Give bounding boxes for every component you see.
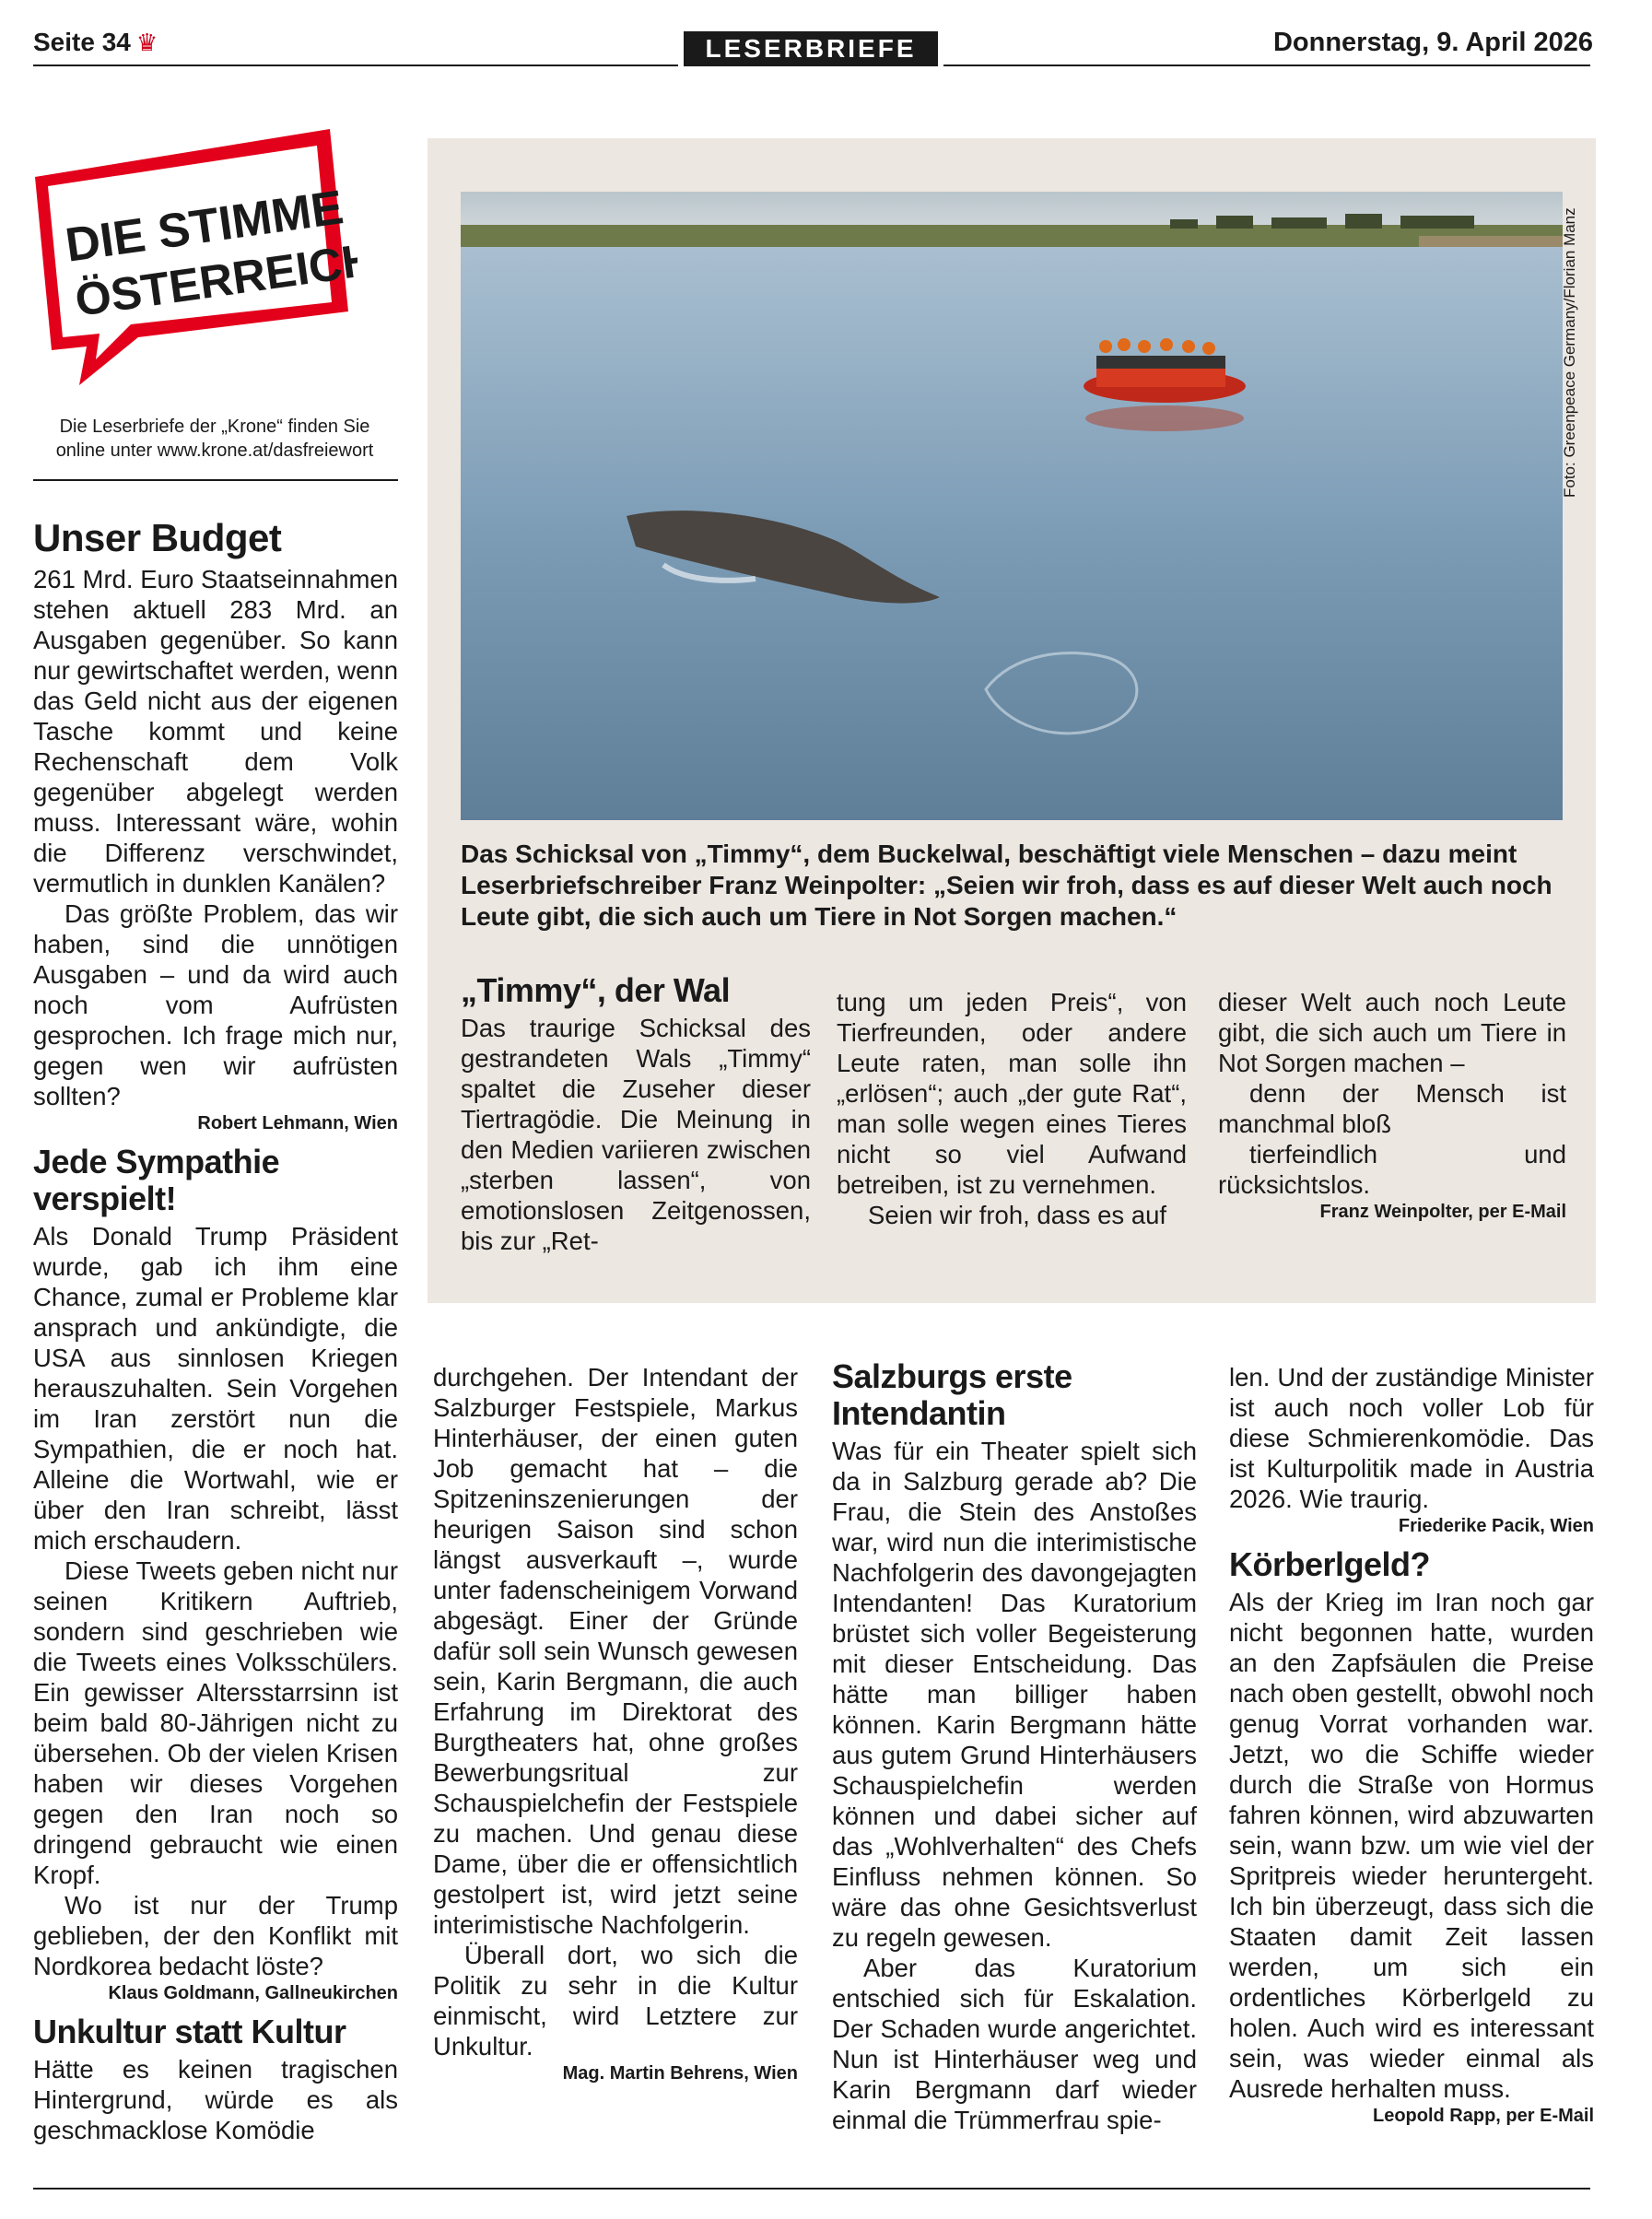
- budget-paragraph-2: Das größte Problem, das wir haben, sind die unnötigen Ausgaben – und da wird auch noch vom Aufrüsten gesprochen. Ich frage mich nur, gegen wen wir aufrüsten sollten?: [33, 899, 398, 1110]
- timmy-paragraph-5: denn der Mensch ist manchmal bloß: [1218, 1079, 1566, 1138]
- sympathie-headline-line1: Jede Sympathie: [33, 1143, 280, 1180]
- column-3: [832, 1358, 1197, 2135]
- photo-caption: Das Schicksal von „Timmy“, dem Buckelwal, beschäftigt viele Menschen – dazu meint Leserbriefschreiber Franz Weinpolter: „Seien wir froh, dass es auf dieser Welt auch noch Leute gibt, die sich auch um Tiere in Not Sorgen machen.“: [461, 839, 1552, 931]
- unkultur-paragraph-1b: durchgehen. Der Intendant der Salzburger Festspiele, Markus Hinterhäuser, der einen guten Job gemacht hat – die Spitzeninszenierungen der heurigen Saison sind schon längst ausverkauft –, wurde unter fadenscheinigem Vorwand abgesägt. Einer der Gründe dafür soll sein Wunsch gewesen sein, Karin Bergmann, die auch Erfahrung im Direktorat des Burgtheaters hat, ohne großes Bewerbungsritual zur Schauspielchefin der Festspiele zu machen. Und genau diese Dame, über die er offensichtlich gestolpert ist, wird jetzt seine interimistische Nachfolgerin.: [433, 1363, 798, 1939]
- sympathie-headline-line2: verspielt!: [33, 1180, 177, 1217]
- whale-photo: [461, 192, 1563, 820]
- photo-credit: [1557, 194, 1585, 498]
- sympathie-paragraph-3: Wo ist nur der Trump geblieben, der den Konflikt mit Nordkorea bedacht löste?: [33, 1891, 398, 1980]
- timmy-headline: „Timmy“, der Wal: [461, 971, 731, 1009]
- stimme-oesterreichs-logo: [35, 129, 357, 401]
- column-2: [433, 1362, 798, 2094]
- koerberlgeld-author: Leopold Rapp, per E-Mail: [1372, 2106, 1594, 2126]
- sympathie-headline: [33, 1144, 398, 1217]
- section-label: LESERBRIEFE: [684, 31, 938, 66]
- koerberlgeld-headline: Körberlgeld?: [1229, 1545, 1431, 1583]
- tagline-line1: Die Leserbriefe der „Krone“ finden Sie: [59, 417, 370, 437]
- sympathie-paragraph-1: Als Donald Trump Präsident wurde, gab ich ihm eine Chance, zumal er Probleme klar ansprach und ankündigte, die USA aus sinnlosen Kriegen herauszuhalten. Sein Vorgehen im Iran zerstört nun die Sympathien, die er noch hat. Alleine die Wortwahl, wie er über den Iran schreibt, lässt mich erschaudern.: [33, 1222, 398, 1555]
- salzburg-headline-line2: Intendantin: [832, 1394, 1006, 1432]
- timmy-paragraph-1: Das traurige Schicksal des gestrandeten Wals „Timmy“ spaltet die Zuseher dieser Tiertragödie. Die Meinung in den Medien variieren zwischen „sterben lassen“, von emotionslosen Zeitgenossen, bis zur „Ret-: [461, 1014, 811, 1255]
- unkultur-headline: Unkultur statt Kultur: [33, 2013, 346, 2050]
- issue-date: Donnerstag, 9. April 2026: [1272, 28, 1593, 57]
- sympathie-paragraph-2: Diese Tweets geben nicht nur seinen Kritikern Auftrieb, sondern sind geschrieben wie die Tweets eines Volksschülers. Ein gewisser Altersstarrsinn ist beim bald 80-Jährigen nicht zu übersehen. Ob der vielen Krisen haben wir dieses Vorgehen gegen den Iran noch so dringend gebraucht wie einen Kropf.: [33, 1556, 398, 1889]
- budget-headline: Unser Budget: [33, 516, 282, 559]
- column-1: [33, 516, 398, 2145]
- salzburg-paragraph-3: len. Und der zuständige Minister ist auch noch voller Lob für diese Schmierenkomödie. Das ist Kulturpolitik made in Austria 2026. Wie traurig.: [1229, 1363, 1594, 1513]
- logo-rule: [33, 479, 398, 481]
- crown-icon: ♛: [135, 29, 158, 56]
- header-rule-left: [33, 65, 678, 66]
- column-4: [1229, 1362, 1594, 2136]
- unkultur-author: Mag. Martin Behrens, Wien: [562, 2063, 798, 2084]
- tagline-line2: online unter www.krone.at/dasfreiewort: [55, 440, 374, 461]
- koerberlgeld-paragraph-1: Als der Krieg im Iran noch gar nicht begonnen hatte, wurden an den Zapfsäulen die Preise nach oben gestellt, obwohl noch genug Vorrat vorhanden war. Jetzt, wo die Schiffe wieder durch die Straße von Hormus fahren können, wird abzuwarten sein, wann bzw. um wie viel der Spritpreis wieder heruntergeht. Ich bin überzeugt, dass sich die Staaten damit Zeit lassen werden, um sich ein ordentliches Körberlgeld zu holen. Auch wird es interessant sein, was wieder einmal als Ausrede herhalten muss.: [1229, 1588, 1594, 2103]
- sympathie-author: Klaus Goldmann, Gallneukirchen: [108, 1983, 398, 2003]
- timmy-paragraph-6: tierfeindlich und rücksichtslos.: [1218, 1140, 1566, 1199]
- timmy-paragraph-4: dieser Welt auch noch Leute gibt, die sich auch um Tiere in Not Sorgen machen –: [1218, 988, 1566, 1077]
- budget-paragraph-1: 261 Mrd. Euro Staatseinnahmen stehen aktuell 283 Mrd. an Ausgaben gegenüber. So kann nur gewirtschaftet werden, wenn das Geld nicht aus der eigenen Tasche kommt und keine Rechenschaft dem Volk gegenüber abgelegt werden muss. Interessant wäre, wohin die Differenz verschwindet, vermutlich in dunklen Kanälen?: [33, 565, 398, 898]
- timmy-paragraph-3: Seien wir froh, dass es auf: [868, 1201, 1167, 1229]
- logo-tagline: [37, 415, 392, 463]
- bottom-rule: [33, 2188, 1590, 2190]
- page-number: [33, 28, 158, 57]
- timmy-author: Franz Weinpolter, per E-Mail: [1319, 1202, 1566, 1222]
- header-rule-right: [943, 65, 1590, 66]
- salzburg-headline: [832, 1358, 1197, 1432]
- budget-author: Robert Lehmann, Wien: [197, 1113, 398, 1133]
- timmy-paragraph-2: tung um jeden Preis“, von Tierfreunden, oder andere Leute raten, man solle ihn „erlösen“; auch „der gute Rat“, man solle wegen eines Tieres nicht so viel Aufwand betreiben, ist zu vernehmen.: [837, 988, 1187, 1199]
- salzburg-paragraph-2: Aber das Kuratorium entschied sich für Eskalation. Der Schaden wurde angerichtet. Nun ist Hinterhäuser weg und Karin Bergmann darf wieder einmal die Trümmerfrau spie-: [832, 1954, 1197, 2134]
- salzburg-headline-line1: Salzburgs erste: [832, 1357, 1072, 1395]
- timmy-column-2: [837, 987, 1187, 1230]
- salzburg-author: Friederike Pacik, Wien: [1398, 1516, 1594, 1536]
- salzburg-paragraph-1: Was für ein Theater spielt sich da in Salzburg gerade ab? Die Frau, die Stein des Anstoßes war, wird nun die interimistische Nachfolgerin des davongejagten Intendanten! Das Kuratorium brüstet sich voller Begeisterung mit dieser Entscheidung. Das hätte man billiger haben können. Karin Bergmann hätte aus gutem Grund Hinterhäusers Schauspielchefin werden können und dabei sicher auf das „Wohlverhalten“ des Chefs Einfluss nehmen können. So wäre das ohne Gesichtsverlust zu regeln gewesen.: [832, 1437, 1197, 1952]
- logo-line1: DIE STIMME: [62, 181, 347, 273]
- unkultur-paragraph-2: Überall dort, wo sich die Politik zu sehr in die Kultur einmischt, wird Letztere zur Unkultur.: [433, 1941, 798, 2060]
- timmy-column-3: [1218, 987, 1566, 1232]
- photo-credit-text: Foto: Greenpeace Germany/Florian Manz: [1561, 207, 1578, 498]
- logo-line2: ÖSTERREICHS: [72, 229, 357, 326]
- unkultur-paragraph-1a: Hätte es keinen tragischen Hintergrund, würde es als geschmacklose Komödie: [33, 2055, 398, 2144]
- page-number-text: Seite 34: [33, 28, 131, 56]
- timmy-column-1: [461, 972, 811, 1256]
